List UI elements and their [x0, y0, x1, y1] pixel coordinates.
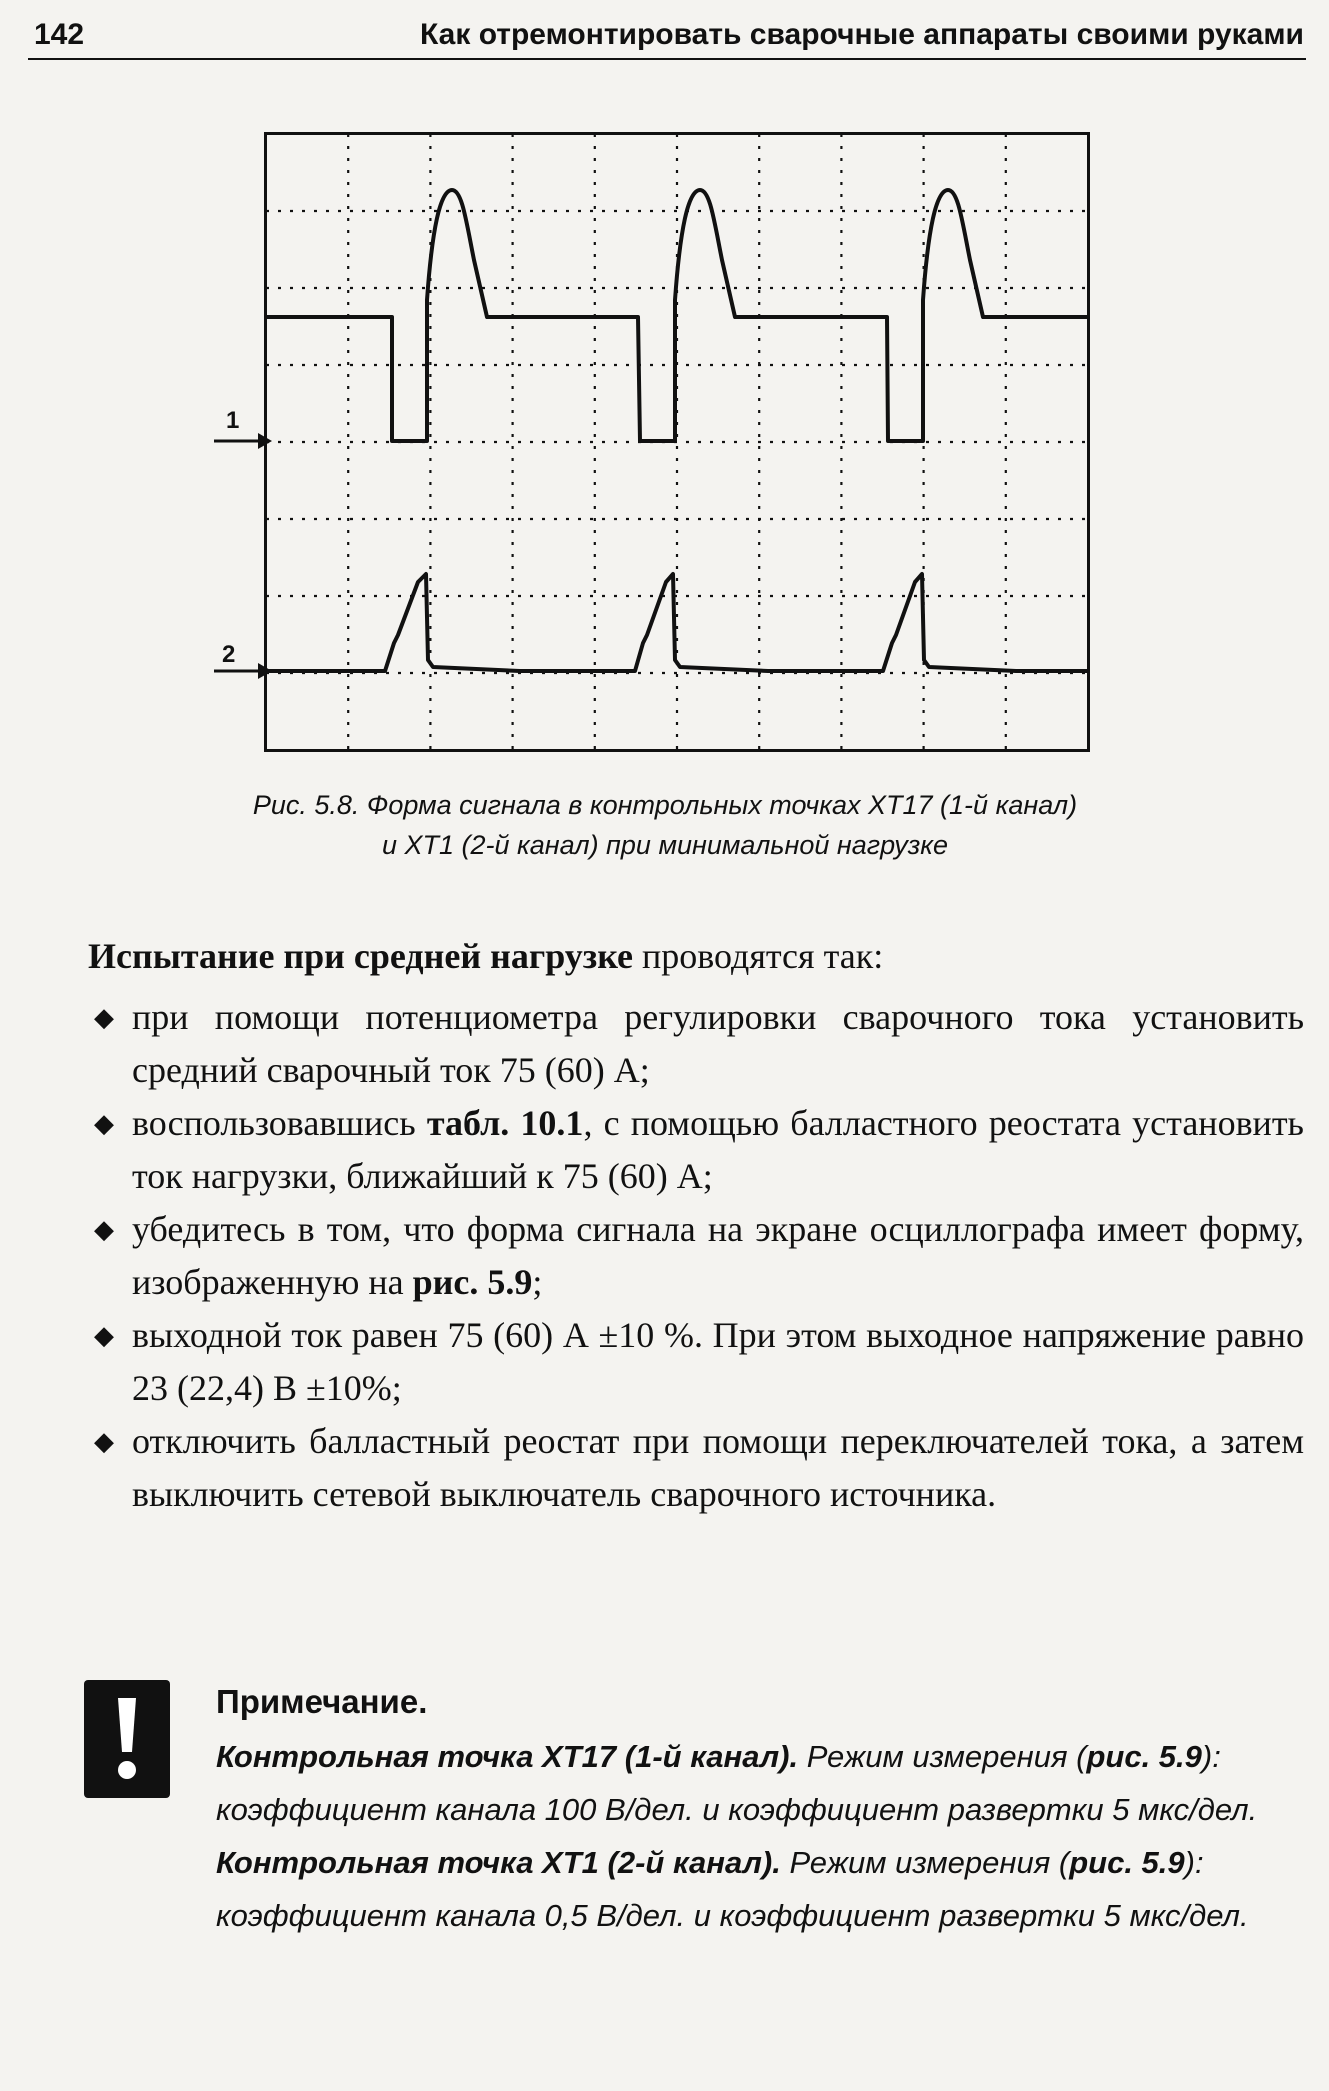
bullet-diamond-icon: ◆: [94, 1427, 114, 1456]
figure-reference: рис. 5.9: [1086, 1739, 1202, 1774]
bullet-diamond-icon: ◆: [94, 1321, 114, 1350]
running-title: Как отремонтировать сварочные аппараты своими руками: [419, 18, 1304, 51]
list-item-text: , с помощью балластного реостата установить ток нагрузки, ближайший к 75 (60) А;: [132, 1103, 1304, 1196]
exclamation-icon: [84, 1680, 170, 1798]
bullet-list: [88, 991, 1304, 1521]
channel-2-waveform: [266, 574, 1088, 671]
list-item: [88, 1097, 1304, 1203]
channel-2-marker: [214, 641, 272, 679]
lead-bold: Испытание при средней нагрузке: [88, 936, 634, 976]
list-item: [88, 1203, 1304, 1309]
note-title: Примечание.: [216, 1683, 428, 1720]
figure-reference: рис. 5.9: [1069, 1845, 1185, 1880]
list-item-text: ;: [532, 1262, 543, 1302]
note-text: Режим измерения (: [780, 1845, 1070, 1880]
bullet-diamond-icon: ◆: [94, 1003, 114, 1032]
body-text: [88, 930, 1304, 1521]
caption-line-1: Рис. 5.8. Форма сигнала в контрольных точках XT17 (1-й канал): [252, 790, 1078, 820]
channel-1-label: 1: [226, 407, 240, 434]
note-block: [216, 1675, 1306, 1942]
page-number: 142: [34, 18, 85, 51]
list-item-text: выходной ток равен 75 (60) А ±10 %. При этом выходное напряжение равно 23 (22,4) В ±10%;: [132, 1315, 1304, 1408]
list-item: [88, 1309, 1304, 1415]
list-item: [88, 1415, 1304, 1521]
channel-1-waveform: [266, 190, 1088, 441]
list-item-text: убедитесь в том, что форма сигнала на экране осциллографа имеет форму, изображенную на: [132, 1209, 1304, 1302]
note-text: Режим измерения (: [798, 1739, 1087, 1774]
caption-line-2: и XT1 (2-й канал) при минимальной нагрузке: [381, 830, 949, 860]
list-item-text: отключить балластный реостат при помощи переключателей тока, а затем выключить сетевой выключатель сварочного источника.: [132, 1421, 1304, 1514]
bullet-diamond-icon: ◆: [94, 1109, 114, 1138]
note-paragraph-1: [216, 1730, 1306, 1836]
lead-paragraph: [88, 930, 1304, 983]
list-item: [88, 991, 1304, 1097]
figure-reference: рис. 5.9: [412, 1262, 533, 1302]
table-reference: табл. 10.1: [426, 1103, 584, 1143]
channel-2-label: 2: [222, 641, 236, 668]
note-heading-xt17: Контрольная точка XT17 (1-й канал).: [216, 1739, 799, 1774]
list-item-text: воспользовавшись: [132, 1103, 427, 1143]
note-text: ): коэффициент канала 100 В/дел. и коэффициент развертки 5 мкс/дел.: [216, 1739, 1258, 1827]
note-heading-xt1: Контрольная точка XT1 (2-й канал).: [216, 1845, 781, 1880]
lead-rest: проводятся так:: [633, 936, 884, 976]
bullet-diamond-icon: ◆: [94, 1215, 114, 1244]
note-paragraph-2: [216, 1836, 1306, 1942]
figure-caption: [80, 785, 1250, 865]
channel-1-marker: [214, 407, 272, 449]
note-text: ): коэффициент канала 0,5 В/дел. и коэффициент развертки 5 мкс/дел.: [216, 1845, 1249, 1933]
list-item-text: при помощи потенциометра регулировки сварочного тока установить средний сварочный ток 75 (60) А;: [132, 997, 1304, 1090]
oscillogram-figure: [0, 0, 1329, 780]
